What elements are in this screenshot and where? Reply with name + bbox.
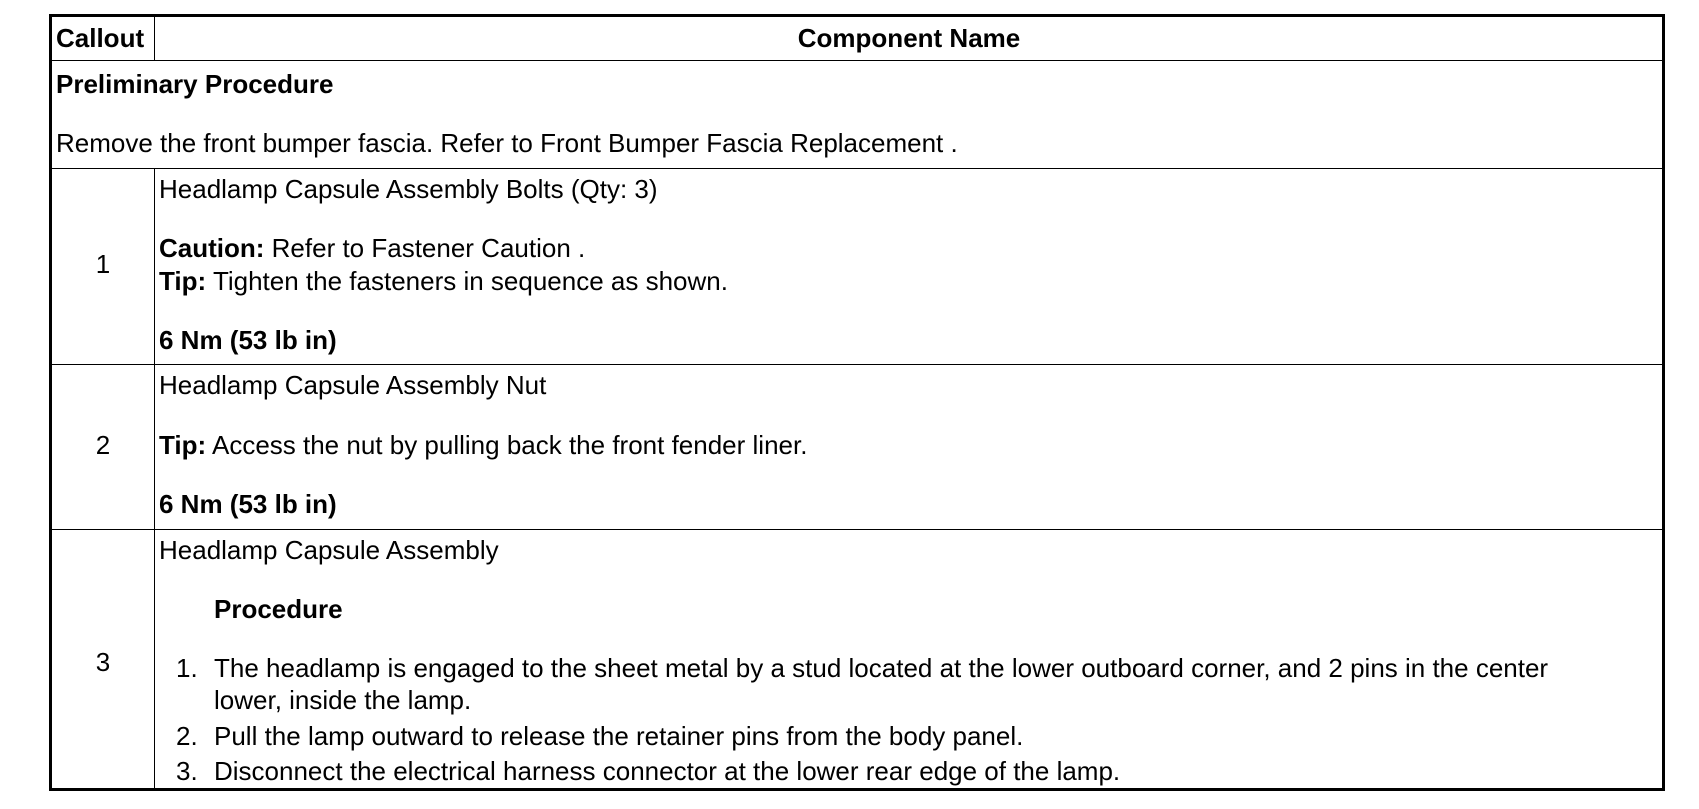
row-divider bbox=[52, 529, 1662, 530]
component-table bbox=[49, 14, 1665, 791]
callout-number: 3 bbox=[95, 647, 111, 677]
torque-spec: 6 Nm (53 lb in) bbox=[159, 489, 337, 519]
preliminary-text: Remove the front bumper fascia. Refer to Front Bumper Fascia Replacement . bbox=[56, 128, 958, 158]
tip-label: Tip: bbox=[159, 266, 207, 296]
preliminary-title: Preliminary Procedure bbox=[56, 69, 334, 99]
callout-number: 2 bbox=[95, 430, 111, 460]
column-divider bbox=[154, 169, 155, 788]
component-name: Headlamp Capsule Assembly bbox=[159, 535, 499, 565]
row-divider bbox=[52, 364, 1662, 365]
column-divider bbox=[154, 17, 155, 61]
component-name: Headlamp Capsule Assembly Bolts (Qty: 3) bbox=[159, 174, 658, 204]
step-number: 3. bbox=[176, 756, 198, 786]
caution-label: Caution: bbox=[159, 233, 265, 263]
row-divider bbox=[52, 168, 1662, 169]
tip-text: Access the nut by pulling back the front fender liner. bbox=[206, 430, 808, 460]
step-text: Disconnect the electrical harness connector at the lower rear edge of the lamp. bbox=[214, 756, 1121, 786]
step-number: 2. bbox=[176, 721, 198, 751]
torque-spec: 6 Nm (53 lb in) bbox=[159, 325, 337, 355]
step-text: The headlamp is engaged to the sheet metal by a stud located at the lower outboard corner, and 2 pins in the center bbox=[214, 653, 1549, 683]
tip-note bbox=[159, 266, 728, 296]
step-text: Pull the lamp outward to release the retainer pins from the body panel. bbox=[214, 721, 1024, 751]
tip-text: Tighten the fasteners in sequence as shown. bbox=[206, 266, 728, 296]
header-divider bbox=[52, 60, 1662, 61]
caution-text: Refer to Fastener Caution . bbox=[264, 233, 586, 263]
tip-note bbox=[159, 430, 807, 460]
tip-label: Tip: bbox=[159, 430, 207, 460]
step-text-continued: lower, inside the lamp. bbox=[214, 685, 472, 715]
component-name-header: Component Name bbox=[797, 23, 1021, 53]
callout-number: 1 bbox=[95, 249, 111, 279]
component-name: Headlamp Capsule Assembly Nut bbox=[159, 370, 547, 400]
callout-header: Callout bbox=[56, 23, 145, 53]
caution-note bbox=[159, 233, 585, 263]
step-number: 1. bbox=[176, 653, 198, 683]
procedure-title: Procedure bbox=[214, 594, 343, 624]
